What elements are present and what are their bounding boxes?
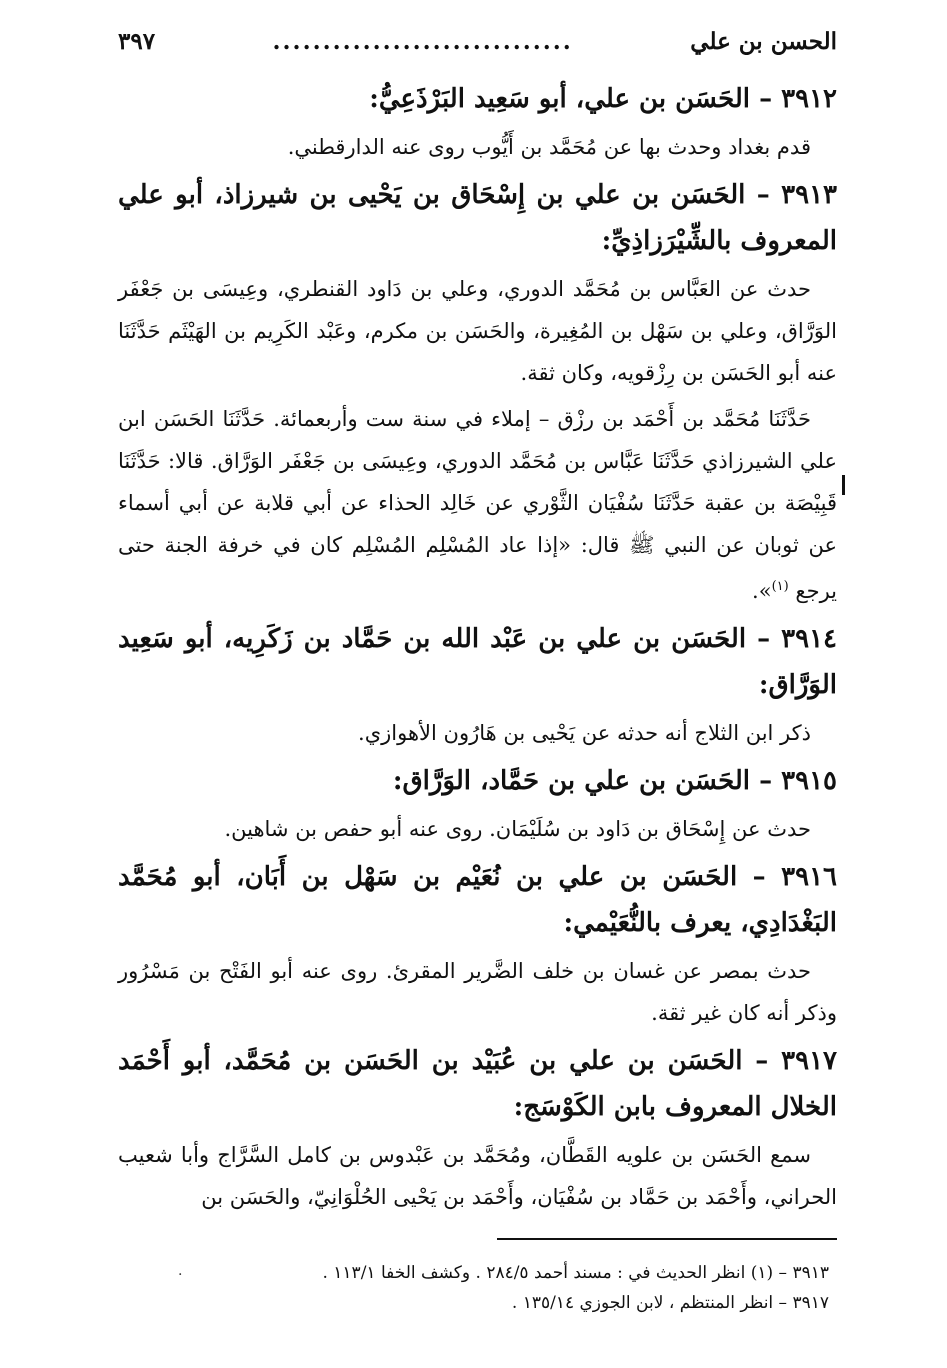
entry-heading: ٣٩١٦ – الحَسَن بن علي بن نُعَيْم بن سَهْل بن أَبَان، أبو مُحَمَّد البَغْدَادِي، يعرف بالنُّعَيْمي: xyxy=(118,862,837,938)
margin-dot: . xyxy=(178,1263,183,1279)
running-head-leader-dots: .............................. xyxy=(272,28,573,55)
footnote-3917: ٣٩١٧ – انظر المنتظم ، لابن الجوزي ١٣٥/١٤ . xyxy=(511,1293,829,1313)
entry-text: قدم بغداد وحدث بها عن مُحَمَّد بن أَيُّوب روى عنه الدارقطني. xyxy=(287,135,811,159)
entry-hadith-text xyxy=(118,398,837,612)
margin-bar-mark xyxy=(842,475,845,495)
footnote-divider xyxy=(497,1238,837,1240)
entry-heading: ٣٩١٧ – الحَسَن بن علي بن عُبَيْد بن الحَسَن بن مُحَمَّد، أبو أَحْمَد الخلال المعروف بابن الكَوْسَج: xyxy=(118,1046,837,1122)
entry-3917 xyxy=(118,1038,837,1218)
entry-heading: ٣٩١٣ – الحَسَن بن علي بن إِسْحَاق بن يَحْيى بن شيرزاذ، أبو علي المعروف بالشِّيْرَزاذِيِّ: xyxy=(118,180,837,256)
entry-heading: ٣٩١٢ – الحَسَن بن علي، أبو سَعِيد البَرْذَعِيُّ: xyxy=(369,84,837,114)
footnotes xyxy=(129,1258,829,1318)
page-number: ٣٩٧ xyxy=(118,28,156,55)
entry-3914 xyxy=(118,616,837,754)
entry-text: حدث عن العَبَّاس بن مُحَمَّد الدوري، وعلي بن دَاود القنطري، وعِيسَى بن جَعْفَر الوَرَّاق، وعلي بن سَهْل بن المُغِيرة، والحَسَن بن مكرم، وعَبْد الكَرِيم بن الهَيْثَم حَدَّثَنَا عنه أبو الحَسَن بن رِزْقويه، وكان ثقة. xyxy=(118,277,837,385)
entry-heading: ٣٩١٥ – الحَسَن بن علي بن حَمَّاد، الوَرَّاق: xyxy=(392,766,837,796)
entry-text: حدث بمصر عن غسان بن خلف الضَّرير المقرئ. روى عنه أبو الفَتْح بن مَسْرُور وذكر أنه كان غير ثقة. xyxy=(118,959,837,1025)
entry-3912 xyxy=(118,76,837,168)
entry-text: حدث عن إِسْحَاق بن دَاود بن سُلَيْمَان. روى عنه أبو حفص بن شاهين. xyxy=(224,817,811,841)
entry-text: سمع الحَسَن بن علويه القَطَّان، ومُحَمَّد بن عَبْدوس بن كامل السَّرَّاج وأبا شعيب الحراني، وأَحْمَد بن حَمَّاد بن سُفْيَان، وأَحْمَد بن يَحْيى الحُلْوَانِيّ، والحَسَن بن xyxy=(118,1143,837,1209)
footnote-3913: ٣٩١٣ – (١) انظر الحديث في : مسند أحمد ٢٨٤/٥ . وكشف الخفا ١١٣/١ . xyxy=(322,1263,829,1283)
running-head-title: الحسن بن علي xyxy=(690,28,837,55)
entry-heading: ٣٩١٤ – الحَسَن بن علي بن عَبْد الله بن حَمَّاد بن زَكَرِيه، أبو سَعِيد الوَرَّاق: xyxy=(118,624,837,700)
footnote-reference: (١) xyxy=(771,579,789,594)
entry-3916 xyxy=(118,854,837,1034)
hadith-closing: ». xyxy=(752,579,772,603)
entry-text: ذكر ابن الثلاج أنه حدثه عن يَحْيى بن هَارُون الأهوازي. xyxy=(358,721,811,745)
running-head xyxy=(118,28,837,74)
entry-3913 xyxy=(118,172,837,612)
entry-3915 xyxy=(118,758,837,850)
hadith-text: حَدَّثَنَا مُحَمَّد بن أَحْمَد بن رزْق – إملاء في سنة ست وأربعمائة. حَدَّثَنَا الحَسَن ابن علي الشيرزاذي حَدَّثَنَا عَبَّاس بن مُحَمَّد الدوري، وعِيسَى بن جَعْفَر الوَرَّاق. قالا: حَدَّثَنَا قَبِيْصَة بن عقبة حَدَّثَنَا سُفْيَان الثَّوْري عن خَالِد الحذاء عن أبي قلابة عن أبي أسماء عن ثوبان عن النبي ﷺ قال: «إذا عاد المُسْلِم المُسْلِم كان في خرفة الجنة حتى يرجع xyxy=(118,407,837,603)
